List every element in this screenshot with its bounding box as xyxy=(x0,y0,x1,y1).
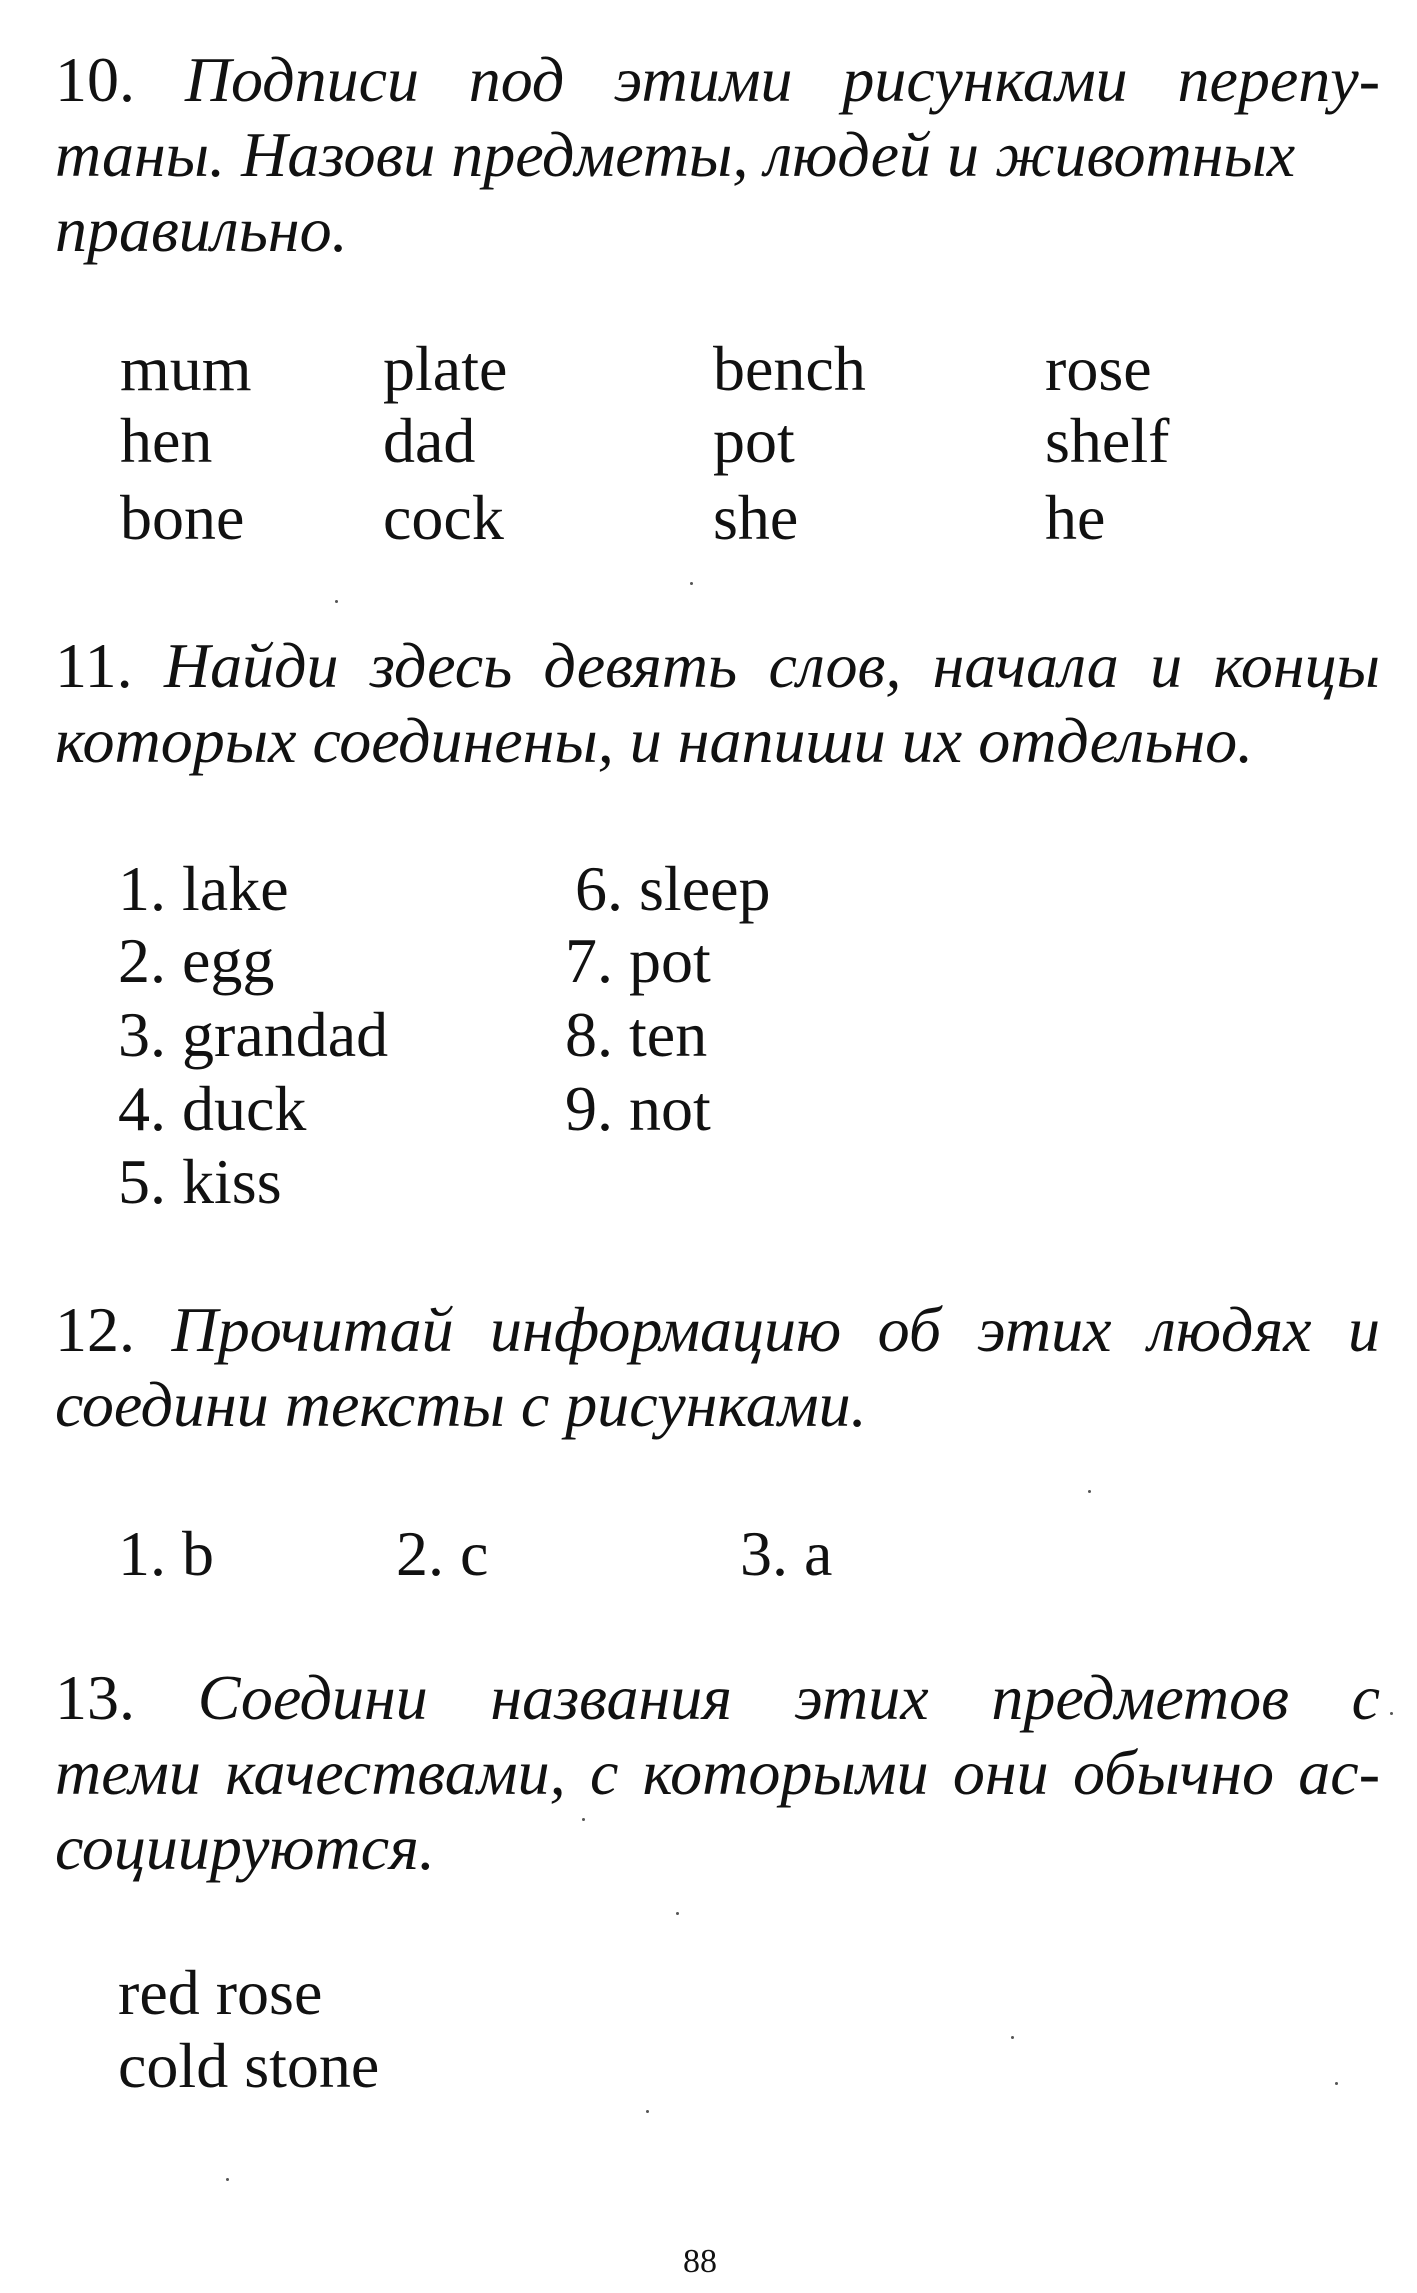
task-10-word: shelf xyxy=(1045,405,1170,476)
task-11-item: 9. not xyxy=(565,1073,711,1144)
task-12-answer: 2. c xyxy=(396,1518,489,1589)
task-12-answer: 1. b xyxy=(118,1518,214,1589)
task-12-line-2: соедини тексты с рисунками. xyxy=(55,1369,867,1440)
task-11-item: 1. lake xyxy=(118,853,289,924)
task-11-item: 8. ten xyxy=(565,999,708,1070)
task-10-word: bench xyxy=(713,333,866,404)
task-13-line-2: теми качествами, с которыми они обычно ас- xyxy=(55,1737,1380,1808)
scan-speck xyxy=(1390,1712,1393,1715)
task-12-answer: 3. a xyxy=(740,1518,833,1589)
task-10-word: she xyxy=(713,482,799,553)
task-11-item: 7. pot xyxy=(565,925,711,996)
scan-speck xyxy=(582,1818,585,1821)
task-11-item: 4. duck xyxy=(118,1073,307,1144)
task-12-instruction xyxy=(55,1292,1380,1442)
task-10-word: plate xyxy=(383,333,508,404)
task-10-word: cock xyxy=(383,482,504,553)
scan-speck xyxy=(1335,2082,1338,2085)
task-13-instruction xyxy=(55,1660,1380,1885)
task-11-instruction xyxy=(55,628,1380,778)
scan-speck xyxy=(690,582,693,585)
task-11-item: 2. egg xyxy=(118,925,275,996)
scan-speck xyxy=(1088,1490,1091,1493)
scan-speck xyxy=(1011,2036,1014,2039)
task-12-line-1: 12. Прочитай информацию об этих людях и xyxy=(55,1294,1381,1365)
task-13-line-3: социируются. xyxy=(55,1812,435,1883)
task-13-pair: cold stone xyxy=(118,2030,380,2101)
task-10-line-3: правильно. xyxy=(55,194,348,265)
task-10-line-1: 10. Подписи под этими рисунками перепу- xyxy=(55,44,1381,115)
scan-speck xyxy=(676,1912,679,1915)
task-10-word: hen xyxy=(120,405,213,476)
task-10-word: he xyxy=(1045,482,1106,553)
task-11-line-1: 11. Найди здесь девять слов, начала и концы xyxy=(55,630,1381,701)
task-11-item: 6. sleep xyxy=(575,853,771,924)
task-11-item: 5. kiss xyxy=(118,1146,282,1217)
task-10-word: dad xyxy=(383,405,476,476)
task-10-word: mum xyxy=(120,333,252,404)
scan-speck xyxy=(335,600,338,603)
task-10-number: 10. xyxy=(55,44,135,115)
task-11-item: 3. grandad xyxy=(118,999,389,1070)
task-11-line-2: которых соединены, и напиши их отдельно. xyxy=(55,705,1254,776)
task-10-instruction xyxy=(55,42,1380,267)
scan-speck xyxy=(646,2110,649,2113)
task-10-line-2: таны. Назови предметы, людей и животных xyxy=(55,119,1296,190)
task-13-line-1: 13. Соедини названия этих предметов с xyxy=(55,1662,1381,1733)
task-10-word: pot xyxy=(713,405,795,476)
task-12-number: 12. xyxy=(55,1294,135,1365)
task-10-word: bone xyxy=(120,482,245,553)
task-13-number: 13. xyxy=(55,1662,135,1733)
page-number: 88 xyxy=(683,2243,717,2280)
task-10-word: rose xyxy=(1045,333,1152,404)
task-13-pair: red rose xyxy=(118,1957,323,2028)
scan-speck xyxy=(226,2178,229,2181)
task-11-number: 11. xyxy=(55,630,133,701)
